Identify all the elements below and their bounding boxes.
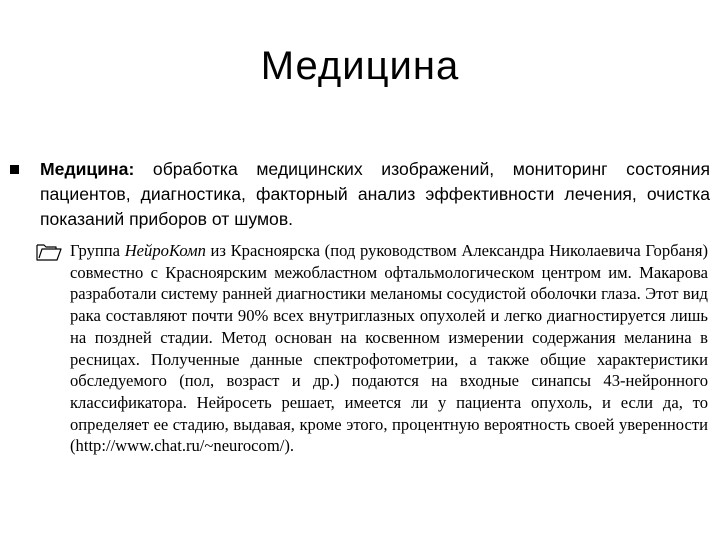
product-name: НейроКомп: [124, 241, 206, 260]
example-text: [70, 240, 708, 457]
slide-title: Медицина: [260, 44, 460, 88]
bullet-lead: Медицина:: [40, 159, 135, 179]
example-part1: Группа: [70, 241, 125, 260]
square-bullet-icon: [10, 165, 19, 174]
open-folder-icon: [36, 242, 62, 262]
example-part3: ).: [284, 436, 295, 456]
bullet-text: [40, 157, 710, 232]
example-part2: из Красноярска (под руководством Александра Николаевича Горбаня) совместно с Красноярским межобластном офтальмологическом центром им. Макарова разработали систему ранней диагностики меланомы сосудистой оболочки глаза. Этот вид рака составляют почти 90% всех внутриглазных опухолей и легко диагностируется лишь на поздней стадии. Метод основан на косвенном измерении содержания меланина в ресницах. Полученные данные спектрофотометрии, а также общие характеристики обследуемого (пол, возраст и др.) подаются на входные синапсы 43-нейронного классификатора. Нейросеть решает, имеется ли у пациента опухоль, и если да, то определяет ее стадию, выдавая, кроме этого, процентную вероятность своей уверенности (: [70, 241, 708, 456]
reference-link[interactable]: http://www.chat.ru/~neurocom/: [75, 436, 285, 456]
bullet-body: обработка медицинских изображений, мониторинг состояния пациентов, диагностика, факторный анализ эффективности лечения, очистка показаний приборов от шумов.: [40, 159, 710, 229]
